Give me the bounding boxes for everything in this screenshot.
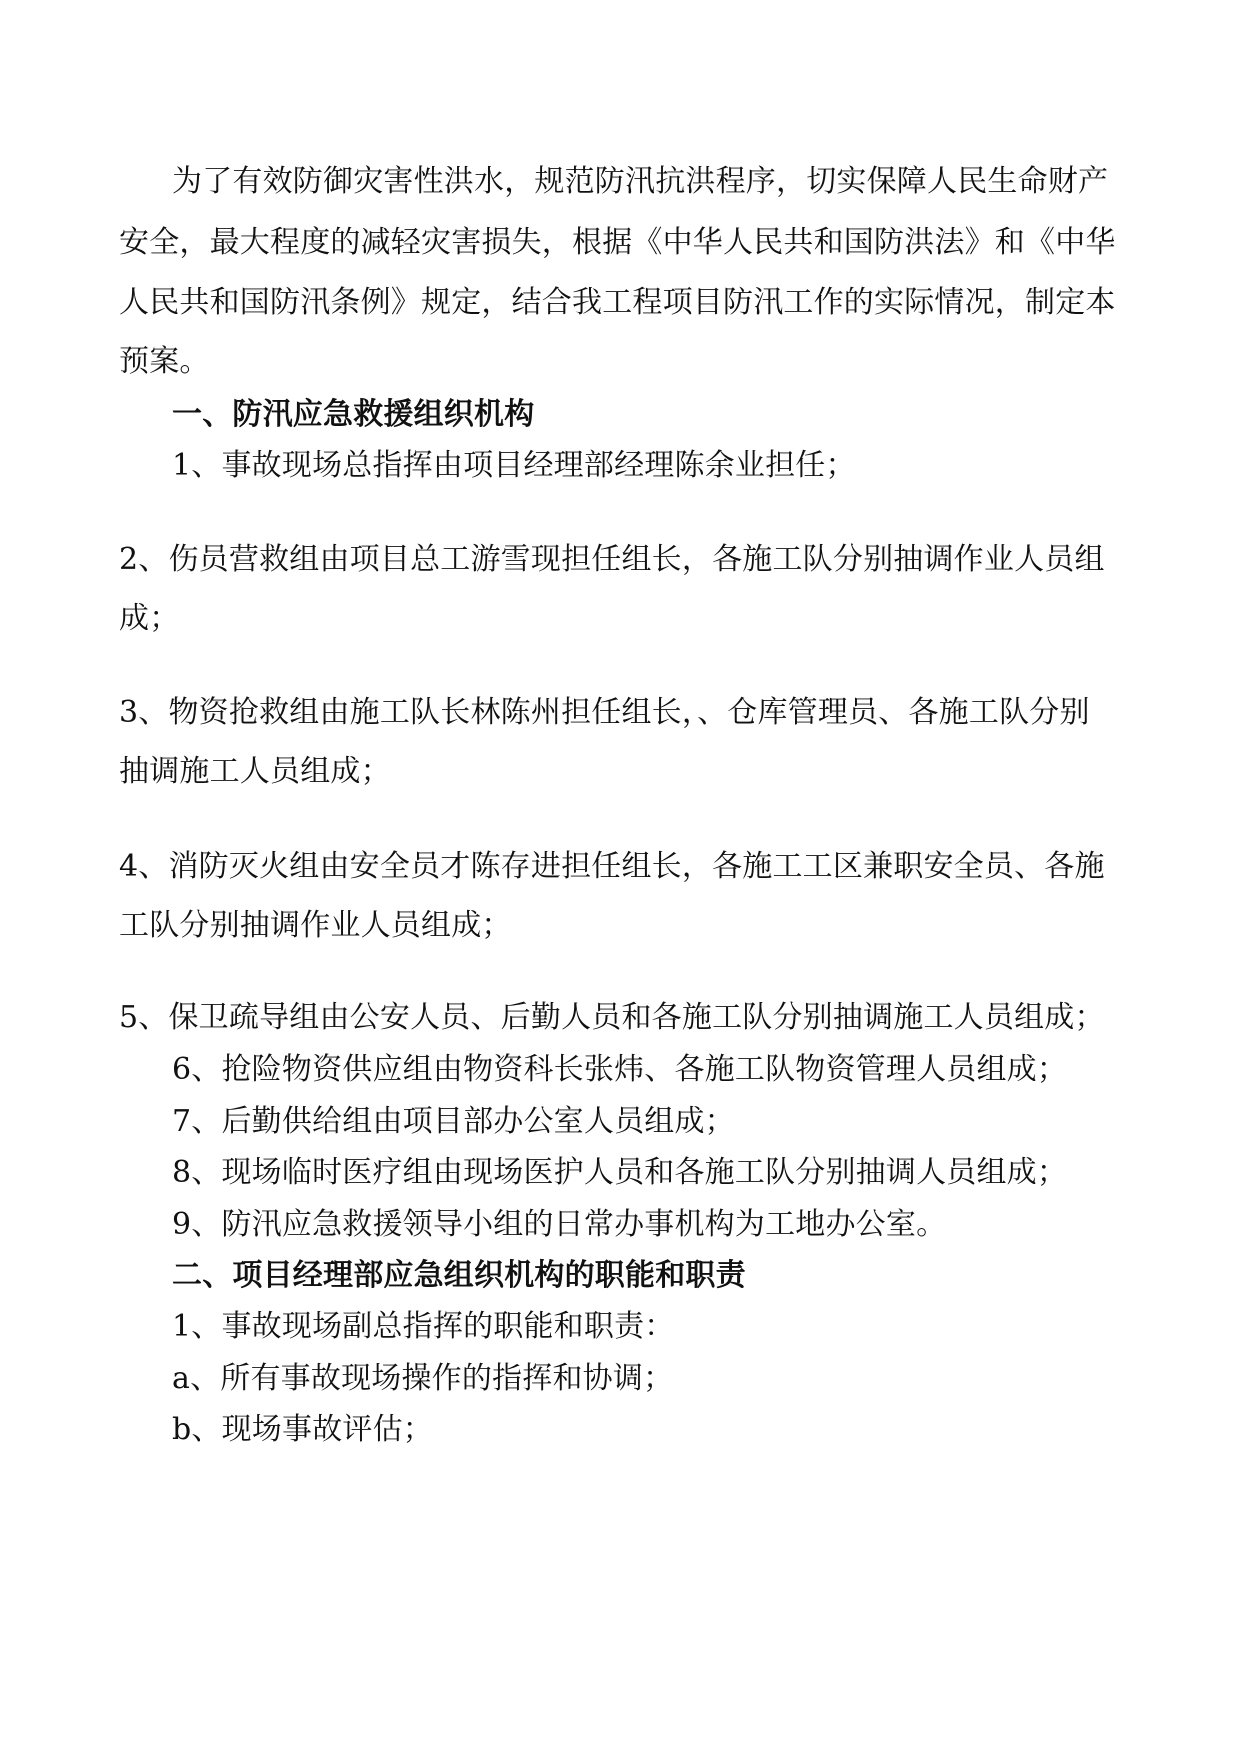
section-2-item-a: a、所有事故现场操作的指挥和协调； [172,1361,674,1396]
section-2-heading: 二、项目经理部应急组织机构的职能和职责 [172,1258,746,1293]
section-1-item-3-line-2: 抽调施工人员组成； [119,754,391,789]
section-1-item-8: 8、现场临时医疗组由现场医护人员和各施工队分别抽调人员组成； [172,1155,1068,1190]
section-2-item-1: 1、事故现场副总指挥的职能和职责： [172,1309,675,1344]
section-1-item-6: 6、抢险物资供应组由物资科长张炜、各施工队物资管理人员组成； [172,1052,1068,1087]
section-1-item-5: 5、保卫疏导组由公安人员、后勤人员和各施工队分别抽调施工人员组成； [119,1000,1105,1035]
intro-line-3: 人民共和国防汛条例》规定，结合我工程项目防汛工作的实际情况，制定本 [119,285,1116,320]
section-1-item-4-line-1: 4、消防灭火组由安全员才陈存进担任组长，各施工工区兼职安全员、各施 [119,849,1105,884]
intro-line-2: 安全，最大程度的减轻灾害损失，根据《中华人民共和国防洪法》和《中华 [119,225,1116,260]
section-1-item-1: 1、事故现场总指挥由项目经理部经理陈余业担任； [172,448,856,483]
section-1-item-3-line-1: 3、物资抢救组由施工队长林陈州担任组长，、仓库管理员、各施工队分别 [119,695,1090,730]
section-1-item-7: 7、后勤供给组由项目部办公室人员组成； [172,1104,735,1139]
section-1-item-9: 9、防汛应急救援领导小组的日常办事机构为工地办公室。 [172,1207,947,1242]
section-1-item-2-line-2: 成； [119,601,180,636]
section-2-item-b: b、现场事故评估； [172,1412,434,1447]
intro-line-4: 预案。 [119,344,210,379]
section-1-heading: 一、防汛应急救援组织机构 [172,397,535,432]
intro-line-1: 为了有效防御灾害性洪水，规范防汛抗洪程序，切实保障人民生命财产 [172,164,1109,199]
section-1-item-4-line-2: 工队分别抽调作业人员组成； [119,908,512,943]
section-1-item-2-line-1: 2、伤员营救组由项目总工游雪现担任组长，各施工队分别抽调作业人员组 [119,542,1105,577]
